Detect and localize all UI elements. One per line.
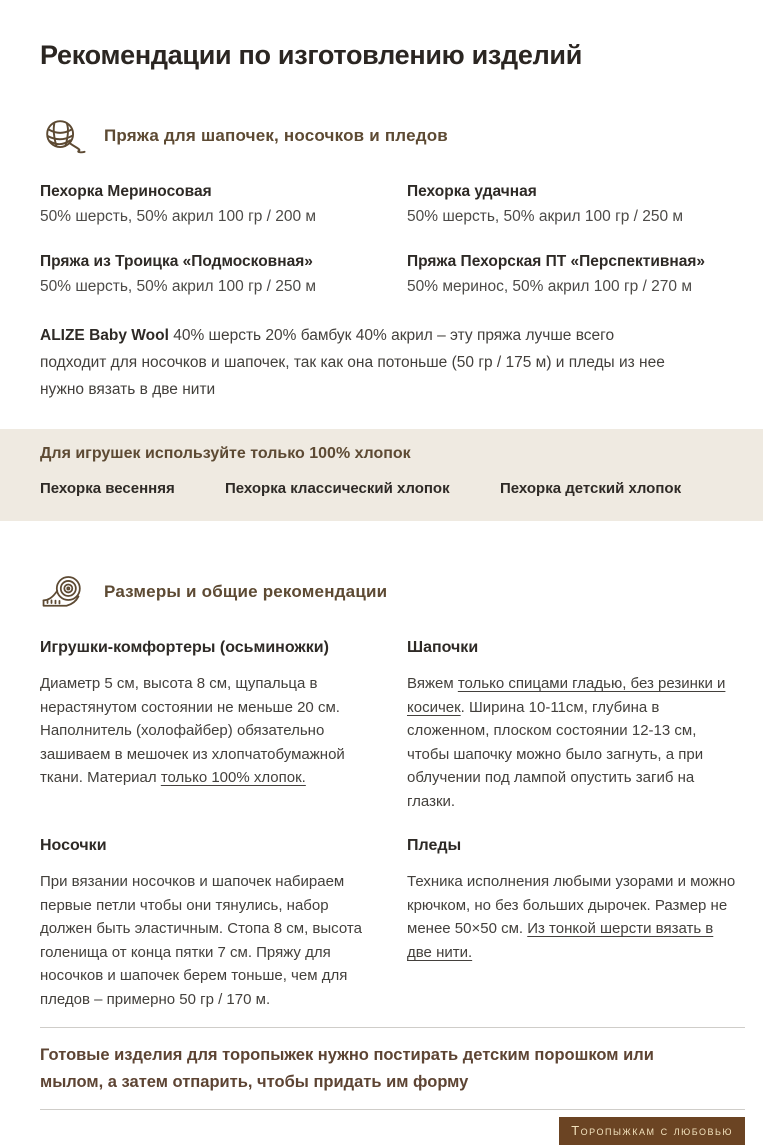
badge-row — [0, 1117, 763, 1145]
underlined-text-segment: только спицами гладью, без резинки и косичек — [407, 675, 726, 716]
yarn-spec: 50% шерсть, 50% акрил 100 гр / 200 м — [40, 208, 317, 225]
yarn-name: Пехорка удачная — [407, 183, 537, 200]
rec-block-heading: Шапочки — [407, 639, 479, 656]
yarn-ball-icon — [40, 115, 86, 157]
text-segment: Техника исполнения любыми узорами и можно крючком, но без больших дырочек. Размер не менее 50×50 см. — [407, 873, 736, 937]
rec-block-comforter-toys — [40, 639, 372, 813]
page-title: Рекомендации по изготовлению изделий — [40, 40, 583, 70]
yarn-item — [40, 183, 380, 226]
recommendations-grid — [0, 639, 763, 1011]
text-segment: Диаметр 5 см, высота 8 см, щупальца в нерастянутом состоянии не меньше 20 см. Наполнитель (холофайбер) обязательно зашиваем в мешочек из хлопчатобумажной ткани. Материал — [40, 675, 345, 786]
rec-block-heading: Носочки — [40, 837, 107, 854]
yarn-item — [407, 253, 737, 296]
sizes-section-header — [0, 571, 763, 613]
footer — [0, 1027, 763, 1145]
rec-block-hats — [407, 639, 739, 813]
yarn-name: Пряжа из Троицка «Подмосковная» — [40, 253, 313, 270]
rec-block-heading: Игрушки-комфортеры (осьминожки) — [40, 639, 329, 656]
yarn-item — [407, 183, 737, 226]
rec-block-text — [40, 870, 372, 1011]
text-segment: При вязании носочков и шапочек набираем первые петли чтобы они тянулись, набор должен быть эластичным. Стопа 8 см, высота голенища от конца пятки 7 см. Пряжу для носочков и шапочек берем тоньше, чем для пледов – примерно 50 гр / 170 м. — [40, 873, 362, 1008]
alize-paragraph — [0, 322, 700, 403]
brand-badge: Торопыжкам с любовью — [559, 1117, 745, 1145]
yarn-spec: 50% шерсть, 50% акрил 100 гр / 250 м — [407, 208, 684, 225]
toys-yarn-item: Пехорка весенняя — [40, 480, 175, 497]
rec-block-text — [40, 672, 372, 790]
text-segment: Вяжем — [407, 675, 458, 692]
rec-block-heading: Пледы — [407, 837, 462, 854]
rec-block-text — [407, 672, 739, 813]
underlined-text-segment: Из тонкой шерсти вязать в две нити. — [407, 920, 714, 961]
yarn-section-header — [0, 115, 763, 157]
text-segment: . Ширина 10-11см, глубина в сложенном, плоском состоянии 12-13 см, чтобы шапочку можно было загнуть, а при облучении под лампой опустить загиб на глазки. — [407, 698, 704, 810]
measuring-tape-icon — [40, 571, 86, 613]
toys-yarn-item: Пехорка классический хлопок — [225, 480, 450, 497]
yarn-list — [0, 183, 763, 296]
divider — [40, 1109, 745, 1110]
yarn-section-heading: Пряжа для шапочек, носочков и пледов — [104, 126, 448, 145]
underlined-text-segment: только 100% хлопок. — [160, 769, 306, 786]
alize-text: 40% шерсть 20% бамбук 40% акрил – эту пряжа лучше всего подходит для носочков и шапочек, так как она потоньше (50 гр / 175 м) и пледы из нее нужно вязать в две нити — [40, 327, 665, 398]
rec-block-blankets — [407, 837, 739, 1011]
yarn-spec: 50% меринос, 50% акрил 100 гр / 270 м — [407, 278, 692, 295]
sizes-section-heading: Размеры и общие рекомендации — [104, 582, 388, 601]
yarn-name: Пряжа Пехорская ПТ «Перспективная» — [407, 253, 706, 270]
toys-box-heading: Для игрушек используйте только 100% хлопок — [40, 445, 411, 462]
yarn-item — [40, 253, 380, 296]
rec-block-text — [407, 870, 739, 964]
rec-block-socks — [40, 837, 372, 1011]
alize-brand: ALIZE Baby Wool — [40, 327, 169, 344]
toys-yarn-list — [40, 480, 723, 497]
yarn-name: Пехорка Мериносовая — [40, 183, 212, 200]
toys-callout-box — [0, 429, 763, 521]
footer-note: Готовые изделия для торопыжек нужно постирать детским порошком или мылом, а затем отпарить, чтобы придать им форму — [40, 1046, 654, 1091]
yarn-spec: 50% шерсть, 50% акрил 100 гр / 250 м — [40, 278, 317, 295]
toys-yarn-item: Пехорка детский хлопок — [500, 480, 682, 497]
